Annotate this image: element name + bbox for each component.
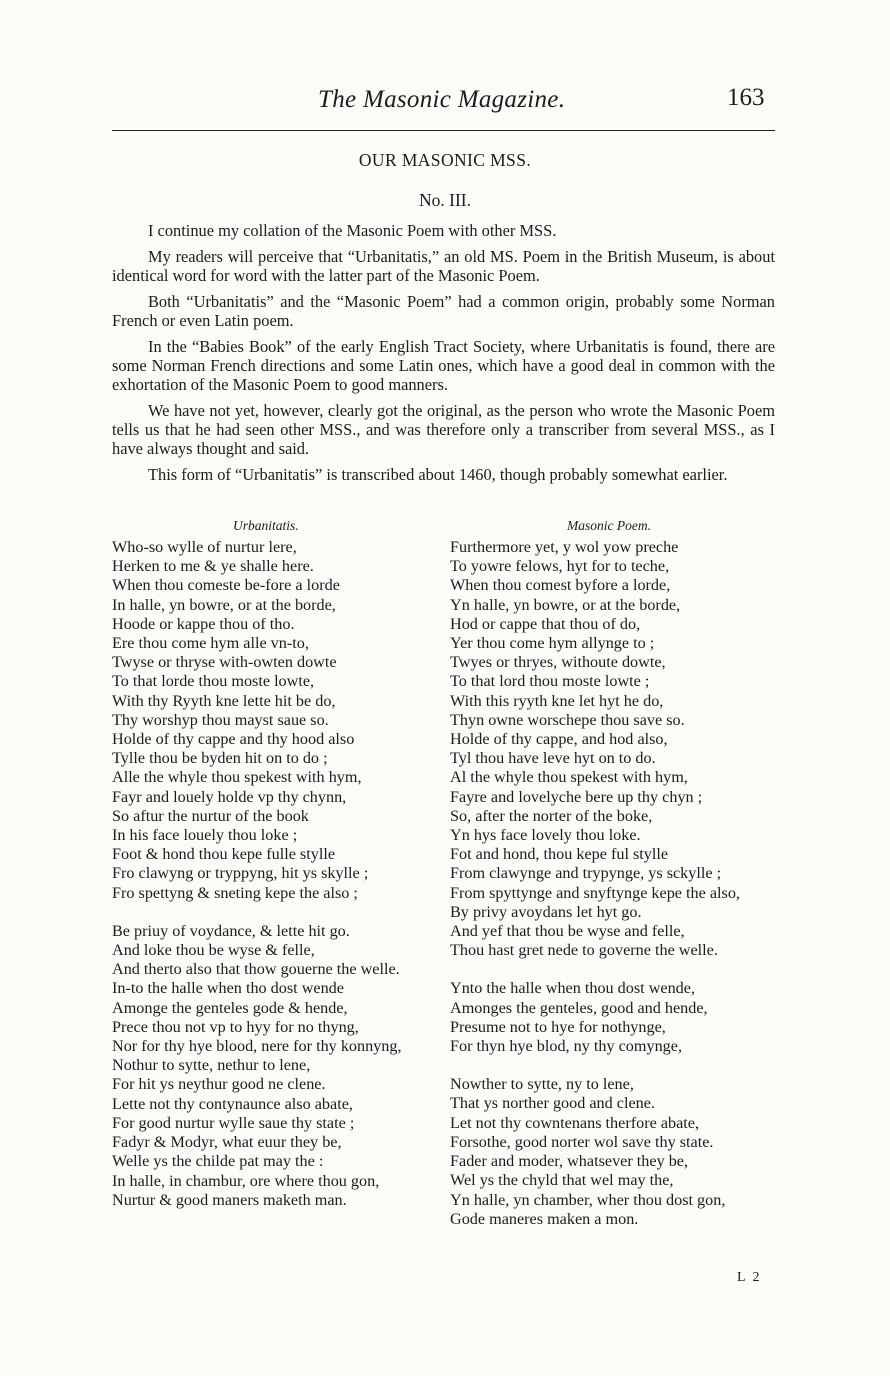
verse-line: Thyn owne worschepe thou save so. [450, 710, 685, 729]
verse-line: So, after the norter of the boke, [450, 806, 653, 825]
verse-line: So aftur the nurtur of the book [112, 806, 309, 825]
verse-line: Lette not thy contynaunce also abate, [112, 1094, 353, 1113]
running-title: The Masonic Magazine. [318, 86, 566, 113]
verse-line: Nurtur & good maners maketh man. [112, 1190, 347, 1209]
verse-line: Wel ys the chyld that wel may the, [450, 1171, 674, 1190]
verse-line: Nothur to sytte, nethur to lene, [112, 1056, 311, 1075]
verse-line: Thou hast gret nede to governe the welle. [450, 941, 718, 960]
verse-line: Yn halle, yn chamber, wher thou dost gon, [450, 1190, 726, 1209]
paragraph: My readers will perceive that “Urbanitatis,” an old MS. Poem in the British Museum, is about identical word for word with the latter part of the Masonic Poem. [112, 247, 775, 285]
verse-line: Who-so wylle of nurtur lere, [112, 538, 297, 556]
verse-line: Thy worshyp thou mayst saue so. [112, 710, 329, 729]
paragraph: I continue my collation of the Masonic Poem with other MSS. [148, 221, 557, 240]
verse-line: Holde of thy cappe, and hod also, [450, 730, 668, 749]
right-column-heading: Masonic Poem. [567, 518, 651, 533]
verse-line: Furthermore yet, y wol yow preche [450, 538, 679, 556]
verse-line: Hoode or kappe thou of tho. [112, 614, 295, 633]
stanza-gap [112, 903, 426, 922]
verse-line: Prece thou not vp to hyy for no thyng, [112, 1017, 359, 1036]
verse-line: And loke thou be wyse & felle, [112, 941, 315, 960]
verse-line: To yowre felows, hyt for to teche, [450, 557, 670, 576]
verse-line: Fayre and lovelyche bere up thy chyn ; [450, 787, 703, 806]
verse-line: Ere thou come hym alle vn-to, [112, 634, 309, 653]
verse-line: Fro spettyng & sneting kepe the also ; [112, 883, 358, 902]
stanza-gap [450, 1056, 775, 1075]
verse-line: Amonges the genteles, good and hende, [450, 998, 708, 1017]
urbanitatis-column [112, 538, 426, 1210]
verse-line: When thou comeste be-fore a lorde [112, 576, 340, 595]
verse-line: In halle, yn bowre, or at the borde, [112, 595, 336, 614]
verse-line: Holde of thy cappe and thy hood also [112, 730, 355, 749]
header-rule [112, 130, 775, 131]
signature-mark: L 2 [737, 1270, 762, 1285]
verse-line: In halle, in chambur, ore where thou gon, [112, 1171, 380, 1190]
verse-line: In-to the halle when tho dost wende [112, 979, 344, 998]
verse-line: Al the whyle thou spekest with hym, [450, 768, 688, 787]
article-subtitle: No. III. [419, 190, 471, 210]
article-prose [112, 221, 775, 484]
paragraph: In the “Babies Book” of the early English Tract Society, where Urbanitatis is found, there are some Norman French directions and some Latin ones, which have a good deal in common with the exhortation of the Masonic Poem to good manners. [112, 337, 775, 394]
verse-line: Welle ys the childe pat may the : [112, 1152, 324, 1171]
verse-line: That ys norther good and clene. [450, 1094, 655, 1113]
masonic-poem-column [450, 538, 775, 1229]
verse-line: Nor for thy hye blood, nere for thy konnyng, [112, 1037, 402, 1056]
verse-line: Fayr and louely holde vp thy chynn, [112, 787, 347, 806]
verse-line: Fadyr & Modyr, what euur they be, [112, 1133, 342, 1152]
page-number: 163 [727, 84, 765, 111]
verse-line: Amonge the genteles gode & hende, [112, 998, 348, 1017]
verse-line: Forsothe, good norter wol save thy state. [450, 1132, 714, 1151]
verse-line: Alle the whyle thou spekest with hym, [112, 768, 362, 787]
verse-line: To that lord thou moste lowte ; [450, 672, 650, 691]
verse-line: When thou comest byfore a lorde, [450, 576, 671, 595]
verse-line: Twyse or thryse with-owten dowte [112, 653, 337, 672]
verse-line: By privy avoydans let hyt go. [450, 902, 642, 921]
verse-line: Fot and hond, thou kepe ful stylle [450, 845, 669, 864]
verse-line: For hit ys neythur good ne clene. [112, 1075, 326, 1094]
left-column-heading: Urbanitatis. [233, 518, 299, 533]
verse-line: Be priuy of voydance, & lette hit go. [112, 921, 350, 940]
verse-line: And therto also that thow gouerne the welle. [112, 960, 400, 979]
verse-line: Let not thy cowntenans therfore abate, [450, 1113, 700, 1132]
article-title: OUR MASONIC MSS. [358, 150, 532, 170]
verse-line: For good nurtur wylle saue thy state ; [112, 1113, 355, 1132]
verse-line: With this ryyth kne let hyt he do, [450, 691, 664, 710]
verse-line: From spyttynge and snyftynge kepe the also, [450, 883, 740, 902]
verse-line: To that lorde thou moste lowte, [112, 672, 315, 691]
verse-line: Nowther to sytte, ny to lene, [450, 1075, 634, 1094]
stanza-gap [450, 960, 775, 979]
verse-line: In his face louely thou loke ; [112, 826, 298, 845]
verse-line: And yef that thou be wyse and felle, [450, 922, 685, 941]
verse-line: Fader and moder, whatsever they be, [450, 1152, 689, 1171]
verse-line: Foot & hond thou kepe fulle stylle [112, 845, 336, 864]
verse-line: Herken to me & ye shalle here. [112, 557, 314, 576]
verse-line: From clawynge and trypynge, ys sckylle ; [450, 864, 722, 883]
verse-line: Twyes or thryes, withoute dowte, [450, 653, 666, 672]
verse-line: With thy Ryyth kne lette hit be do, [112, 691, 336, 710]
verse-line: Hod or cappe that thou of do, [450, 614, 641, 633]
verse-line: Tylle thou be byden hit on to do ; [112, 749, 328, 768]
verse-line: Tyl thou have leve hyt on to do. [450, 749, 656, 768]
verse-line: For thyn hye blod, ny thy comynge, [450, 1037, 682, 1056]
verse-line: Ynto the halle when thou dost wende, [450, 979, 696, 998]
verse-line: Gode maneres maken a mon. [450, 1209, 639, 1228]
verse-line: Fro clawyng or tryppyng, hit ys skylle ; [112, 864, 369, 883]
paragraph: Both “Urbanitatis” and the “Masonic Poem” had a common origin, probably some Norman French or even Latin poem. [112, 292, 775, 330]
paragraph: We have not yet, however, clearly got the original, as the person who wrote the Masonic Poem tells us that he had seen other MSS., and was therefore only a transcriber from several MSS., as I have always thought and said. [112, 401, 775, 458]
verse-line: Yn halle, yn bowre, or at the borde, [450, 595, 681, 614]
verse-line: Presume not to hye for nothynge, [450, 1017, 666, 1036]
verse-line: Yer thou come hym allynge to ; [450, 634, 655, 653]
paragraph: This form of “Urbanitatis” is transcribed about 1460, though probably somewhat earlier. [148, 465, 728, 484]
verse-line: Yn hys face lovely thou loke. [450, 826, 641, 845]
